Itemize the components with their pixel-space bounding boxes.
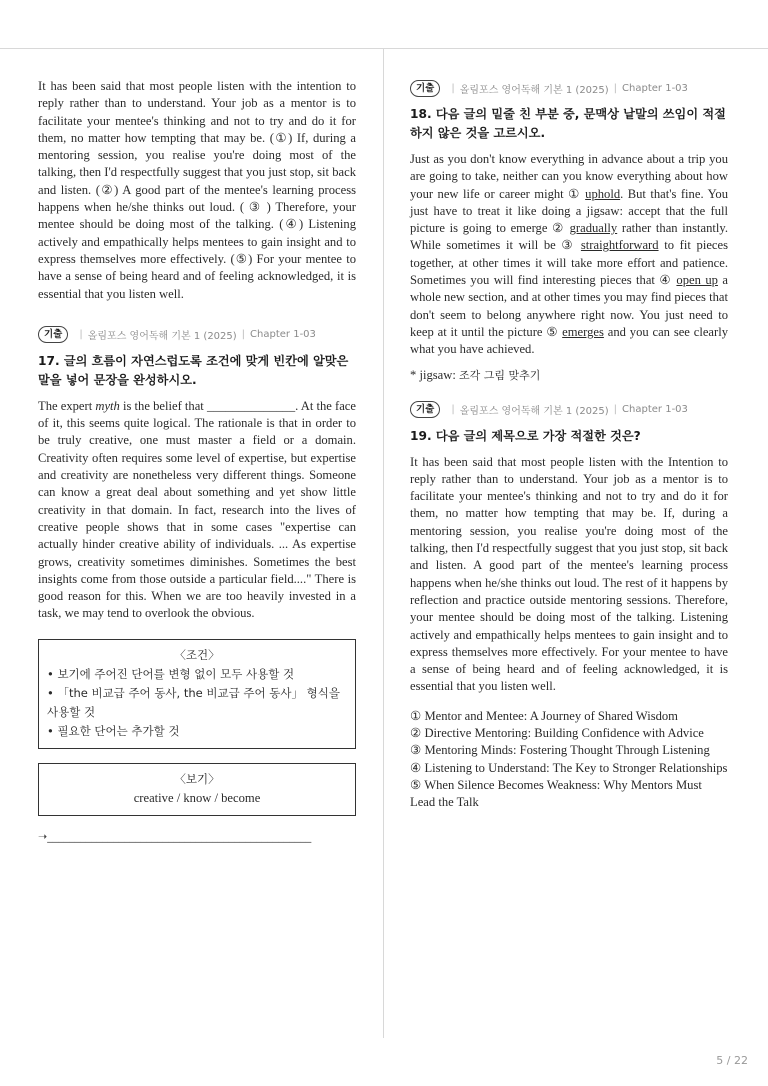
separator: | <box>451 82 455 94</box>
conditions-title: 〈조건〉 <box>174 647 220 662</box>
q19-source-line <box>410 401 728 419</box>
bogi-words: creative / know / become <box>133 790 261 805</box>
q19-title: 19. 다음 글의 제목으로 가장 적절한 것은? <box>410 428 641 443</box>
q18-title: 18. 다음 글의 밑줄 친 부분 중, 문맥상 낱말의 쓰임이 적절하지 않은 것을 고르시오. <box>410 107 726 140</box>
separator: | <box>613 82 618 94</box>
answer-option[interactable]: ③ Mentoring Minds: Fostering Thought Through Listening <box>410 743 710 758</box>
chapter-label: Chapter 1-03 <box>622 82 688 94</box>
answer-option[interactable]: ④ Listening to Understand: The Key to Stronger Relationships <box>410 760 728 775</box>
separator: | <box>451 404 455 416</box>
separator: | <box>241 329 246 341</box>
exam-tag: 기출 <box>38 326 68 343</box>
underlined-word: open up <box>676 273 718 288</box>
separator: | <box>613 404 618 416</box>
answer-option[interactable]: ① Mentor and Mentee: A Journey of Shared Wisdom <box>410 708 678 723</box>
passage-continued: It has been said that most people listen with the intention to reply rather than to understand. Your job as a mentor is to facilitate your mentee's thinking and not to try and do it for them, no matter how tempting that may be. (①) If, during a mentoring session, you realise you're doing most of the talking, then I'd respectfully suggest that you just stop, sit back and listen. (②) A good part of the mentee's learning process happens when he/she thinks out loud. ( ③ ) Therefore, your mentee should be doing most of the talking. (④) Listening actively and empathically helps mentees to gain insight and to express themselves more effectively. (⑤) For your mentee to have a sense of being heard and of feeling acknowledged, it is essential that you listen well. <box>38 79 356 301</box>
q19-passage: It has been said that most people listen with the Intention to reply rather than to understand. Your job as a mentor is to facilitate your mentee's thinking and not to try and do it for them, no matter how tempting that may be. If, during a mentoring session, you realise you're doing most of the talking, then I'd respectfully suggest that you just stop, sit back and listen. A good part of the mentee's learning process happens when he/she thinks out loud. The rest of it happens by reflection and practice outside mentoring sessions. Therefore, your mentee should be doing most of the talking. Listening actively and empathically helps mentees to gain insight and to express themselves more effectively. For your mentee to have a sense of being heard and of feeling acknowledged, it is essential that you listen well. <box>410 454 728 694</box>
separator: | <box>79 329 83 341</box>
source-label: 올림포스 영어독해 기본 1 (2025) <box>459 84 609 96</box>
bogi-title: 〈보기〉 <box>174 771 220 786</box>
condition-item: • 보기에 주어진 단어를 변형 없이 모두 사용할 것 <box>47 666 295 681</box>
chapter-label: Chapter 1-03 <box>250 329 316 341</box>
left-column <box>38 78 356 843</box>
conditions-box <box>38 639 356 749</box>
exam-tag: 기출 <box>410 401 440 418</box>
q18-passage: Just as you don't know everything in advance about a trip you are going to take, neither can you know everything about how your new life or career might ① uphold. But that's fine. You just have to treat it like doing a jigsaw: accept that the full picture is going to emerge ② gradually rather than instantly. While sometimes it will be ③ straightforward to fit pieces together, at other times it will take more effort and patience. Sometimes you will find interesting pieces that ④ open up a whole new section, and at other times you may find pieces that don't seem to belong anywhere right now. You just need to keep at it until the picture ⑤ emerges and you can see clearly what you have achieved. <box>410 152 728 357</box>
q18-source-line <box>410 79 728 97</box>
q17-source-line <box>38 326 356 344</box>
footnote: * jigsaw: 조각 그림 맞추기 <box>410 367 541 382</box>
answer-line[interactable]: ➝________________________________________________ <box>38 829 312 843</box>
answer-option[interactable]: ⑤ When Silence Becomes Weakness: Why Mentors Must Lead the Talk <box>410 777 702 810</box>
chapter-label: Chapter 1-03 <box>622 404 688 416</box>
page-number: 5 / 22 <box>716 1054 748 1067</box>
answer-blank: ______________ <box>206 398 296 413</box>
underlined-word: emerges <box>562 324 604 339</box>
condition-item: • 「the 비교급 주어 동사, the 비교급 주어 동사」 형식을 사용할 것 <box>47 685 340 719</box>
q17-passage: The expert myth is the belief that ______________. At the face of it, this seems quite logical. The rationale is that in order to be truly creative, one must master a field or a domain. Creativity often requires some level of expertise, but expertise and creativity are nonetheless very different things. Someone can know a great deal about something and yet show little creativity in that domain. In fact, research into the lives of creative people shows that in some cases "expertise can actually hinder creative ability of individuals. ... As expertise grows, creativity sometimes diminishes. Sometimes the best insights come from those outside a particular field...." There is good reason for this. When we are too heavily invested in a task, we may tend to overlook the obvious. <box>38 398 356 621</box>
q17-title: 17. 글의 흐름이 자연스럽도록 조건에 맞게 빈칸에 알맞은 말을 넣어 문장을 완성하시오. <box>38 353 349 387</box>
exam-tag: 기출 <box>410 80 440 97</box>
source-label: 올림포스 영어독해 기본 1 (2025) <box>87 331 237 343</box>
bogi-box <box>38 763 356 816</box>
underlined-word: gradually <box>569 221 618 236</box>
condition-item: • 필요한 단어는 추가할 것 <box>47 723 180 738</box>
right-column <box>410 79 728 812</box>
italic-word: myth <box>95 398 120 413</box>
source-label: 올림포스 영어독해 기본 1 (2025) <box>459 406 609 418</box>
column-divider <box>383 48 384 1038</box>
header-rule <box>0 48 768 49</box>
answer-option[interactable]: ② Directive Mentoring: Building Confidence with Advice <box>410 726 704 741</box>
underlined-word: uphold <box>585 186 621 201</box>
underlined-word: straightforward <box>580 238 659 253</box>
